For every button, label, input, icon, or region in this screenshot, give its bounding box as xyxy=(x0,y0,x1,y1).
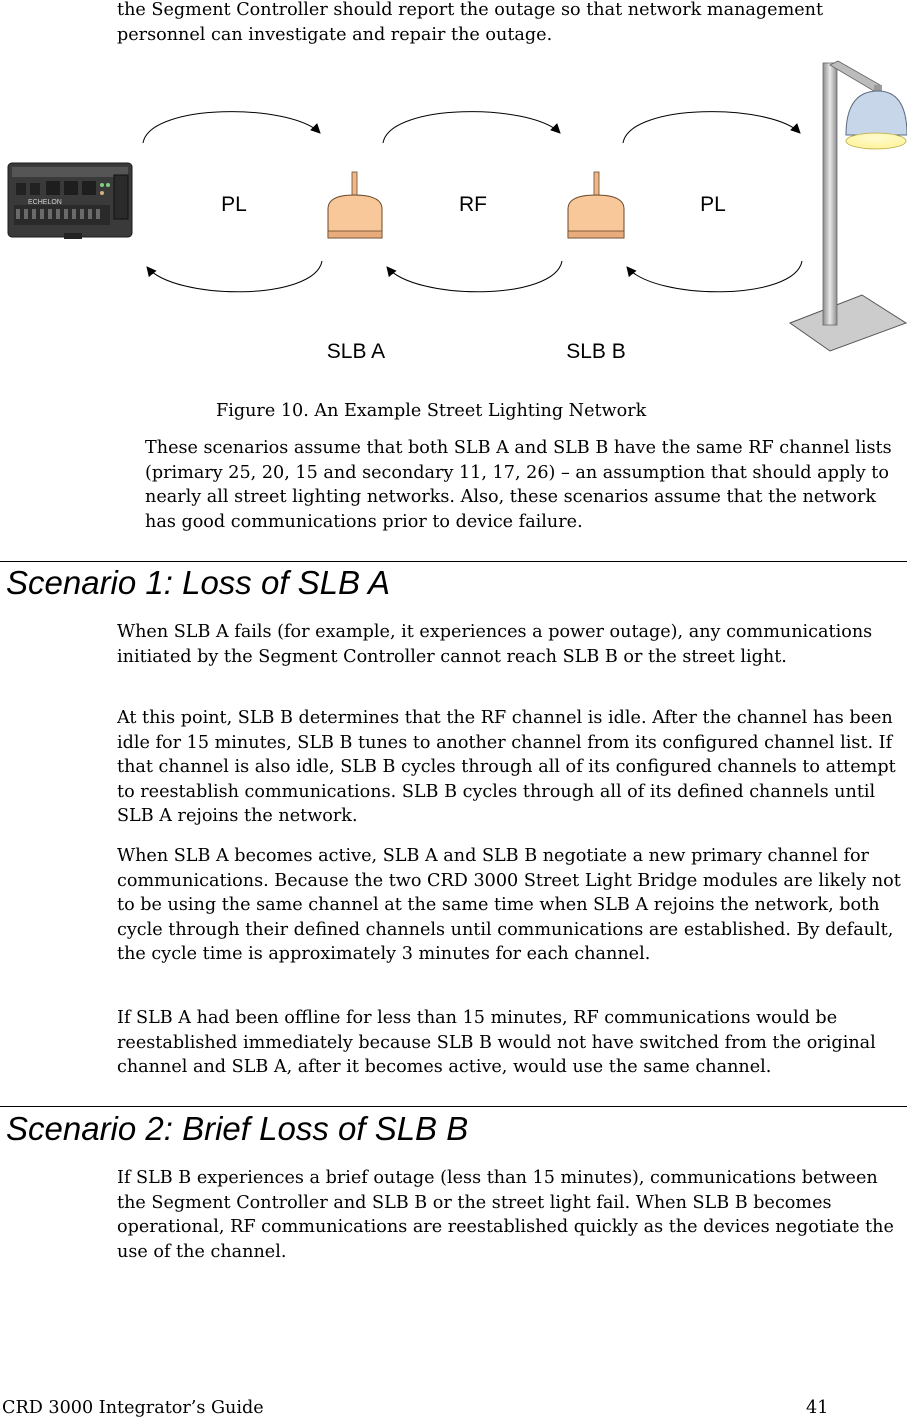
scenario-1-paragraph-3: When SLB A becomes active, SLB A and SLB B negotiate a new primary channel for communications. Because the two CRD 3000 Street Light Bridge modules are likely not to be using the same channel at the same time when SLB A rejoins the network, both cycle through their defined channels until communications are established. By default, the cycle time is approximately 3 minutes for each channel. xyxy=(117,846,901,965)
scenario-1-paragraph-2: At this point, SLB B determines that the RF channel is idle. After the channel has been idle for 15 minutes, SLB B tunes to another channel from its configured channel list. If that channel is also idle, SLB B cycles through all of its configured channels to attempt to reestablish communications. SLB B cycles through all of its defined channels until SLB A rejoins the network. xyxy=(117,708,896,827)
arrow-top-rf xyxy=(383,112,560,143)
intro-paragraph: the Segment Controller should report the outage so that network management personnel can investigate and repair the outage. xyxy=(117,0,824,45)
arrow-top-pl-right xyxy=(623,112,800,143)
arrow-bottom-pl-left xyxy=(147,261,322,292)
label-slb-a: SLB A xyxy=(326,340,386,363)
segment-controller-device xyxy=(8,163,132,239)
scenario-1-paragraph-4: If SLB A had been offline for less than 15 minutes, RF communications would be reestablished immediately because SLB B would not have switched from the original channel and SLB A, after it becomes active, would use the same channel. xyxy=(117,1008,876,1078)
section-divider xyxy=(0,1106,907,1107)
label-slb-b: SLB B xyxy=(566,340,626,363)
controller-brand-label: ECHELON xyxy=(28,199,62,206)
slb-a-bridge xyxy=(328,172,382,238)
scenario-1-heading: Scenario 1: Loss of SLB A xyxy=(6,564,390,601)
figure-caption: Figure 10. An Example Street Lighting Network xyxy=(216,401,647,421)
label-rf: RF xyxy=(459,193,487,216)
street-lighting-network-diagram xyxy=(0,55,907,375)
slb-b-bridge xyxy=(568,172,624,238)
assumption-paragraph: These scenarios assume that both SLB A and SLB B have the same RF channel lists (primary 25, 20, 15 and secondary 11, 17, 26) – an assumption that should apply to nearly all street lighting networks. Also, these scenarios assume that the network has good communications prior to device failure. xyxy=(145,438,892,532)
label-pl-right: PL xyxy=(700,193,726,216)
scenario-2-heading: Scenario 2: Brief Loss of SLB B xyxy=(6,1110,469,1147)
arrow-bottom-pl-right xyxy=(627,261,802,292)
section-divider xyxy=(0,561,907,562)
scenario-2-paragraph-1: If SLB B experiences a brief outage (less than 15 minutes), communications between the Segment Controller and SLB B or the street light fail. When SLB B becomes operational, RF communications are reestablished quickly as the devices negotiate the use of the channel. xyxy=(117,1168,894,1262)
arrow-top-pl-left xyxy=(143,112,320,143)
scenario-1-paragraph-1: When SLB A fails (for example, it experiences a power outage), any communications initiated by the Segment Controller cannot reach SLB B or the street light. xyxy=(117,622,873,667)
footer-page-number: 41 xyxy=(806,1398,829,1418)
label-pl-left: PL xyxy=(221,193,247,216)
footer-document-title: CRD 3000 Integrator’s Guide xyxy=(2,1398,264,1418)
street-light xyxy=(790,61,907,351)
arrow-bottom-rf xyxy=(387,261,562,292)
